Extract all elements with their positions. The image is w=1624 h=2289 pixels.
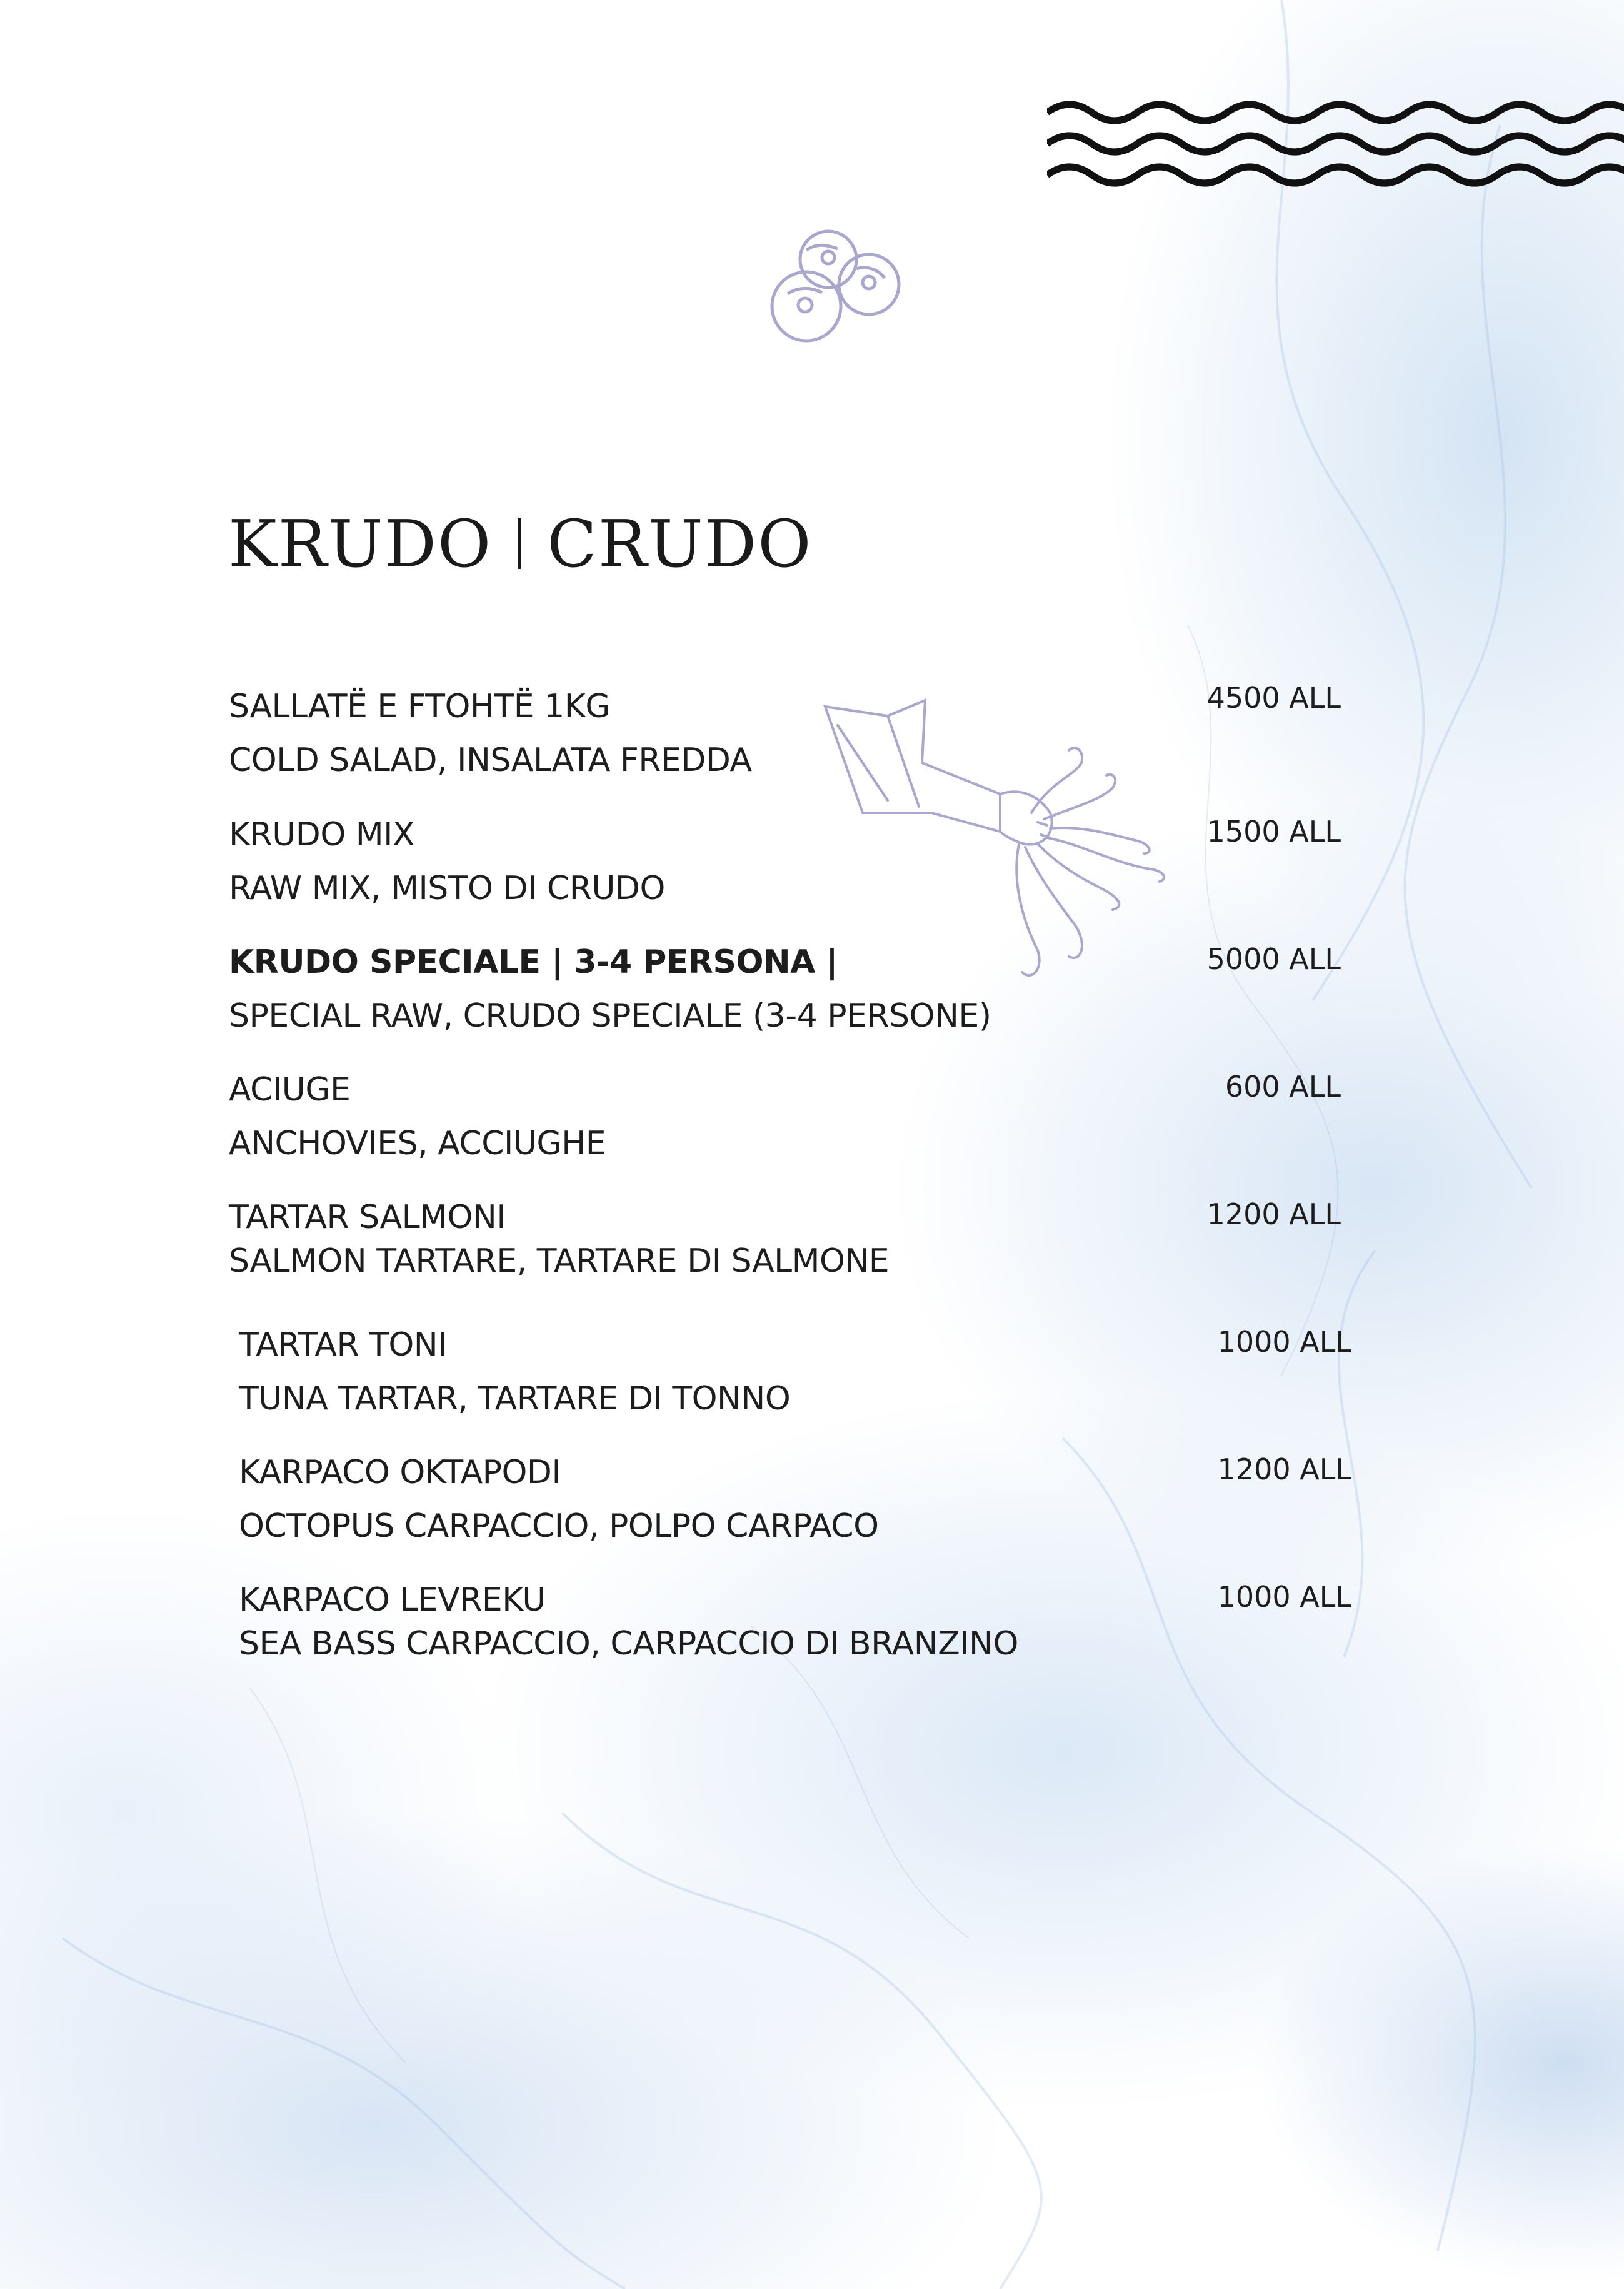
menu-item-name: KARPACO OKTAPODI <box>239 1454 561 1491</box>
menu-item-price: 600 ALL <box>1225 1070 1341 1104</box>
menu-item-desc: COLD SALAD, INSALATA FREDDA <box>229 742 752 779</box>
menu-item-price: 1500 ALL <box>1206 815 1341 848</box>
menu-item-price: 5000 ALL <box>1206 942 1341 976</box>
menu-item-price: 1200 ALL <box>1217 1452 1351 1486</box>
title-albanian: KRUDO <box>228 506 493 582</box>
menu-item-desc: TUNA TARTAR, TARTARE DI TONNO <box>239 1380 791 1417</box>
waves-icon <box>1047 100 1624 191</box>
menu-item-desc: OCTOPUS CARPACCIO, POLPO CARPACO <box>239 1507 879 1545</box>
title-divider <box>518 518 521 569</box>
menu-item-desc: RAW MIX, MISTO DI CRUDO <box>229 870 665 907</box>
menu-item-name: KRUDO MIX <box>229 816 415 853</box>
menu-item-name: KARPACO LEVREKU <box>239 1581 546 1619</box>
menu-item-desc: SALMON TARTARE, TARTARE DI SALMONE <box>229 1242 890 1280</box>
berries-icon <box>769 225 906 350</box>
menu-item-price: 1200 ALL <box>1206 1197 1341 1231</box>
menu-item-name: SALLATË E FTOHTË 1KG <box>229 688 611 725</box>
menu-item-name: TARTAR TONI <box>239 1326 448 1364</box>
menu-item-price: 1000 ALL <box>1217 1580 1351 1614</box>
menu-item-price: 4500 ALL <box>1206 681 1341 715</box>
title-italian: CRUDO <box>547 506 813 582</box>
menu-item-desc: SPECIAL RAW, CRUDO SPECIALE (3-4 PERSONE) <box>229 997 991 1035</box>
section-title <box>228 500 812 588</box>
menu-item-desc: ANCHOVIES, ACCIUGHE <box>229 1125 606 1162</box>
menu-item-desc: SEA BASS CARPACCIO, CARPACCIO DI BRANZINO <box>239 1625 1018 1663</box>
menu-item-name: TARTAR SALMONI <box>229 1199 506 1236</box>
menu-item-price: 1000 ALL <box>1217 1325 1351 1359</box>
menu-item-name: KRUDO SPECIALE | 3-4 PERSONA | <box>229 943 838 981</box>
menu-item-name: ACIUGE <box>229 1071 351 1109</box>
